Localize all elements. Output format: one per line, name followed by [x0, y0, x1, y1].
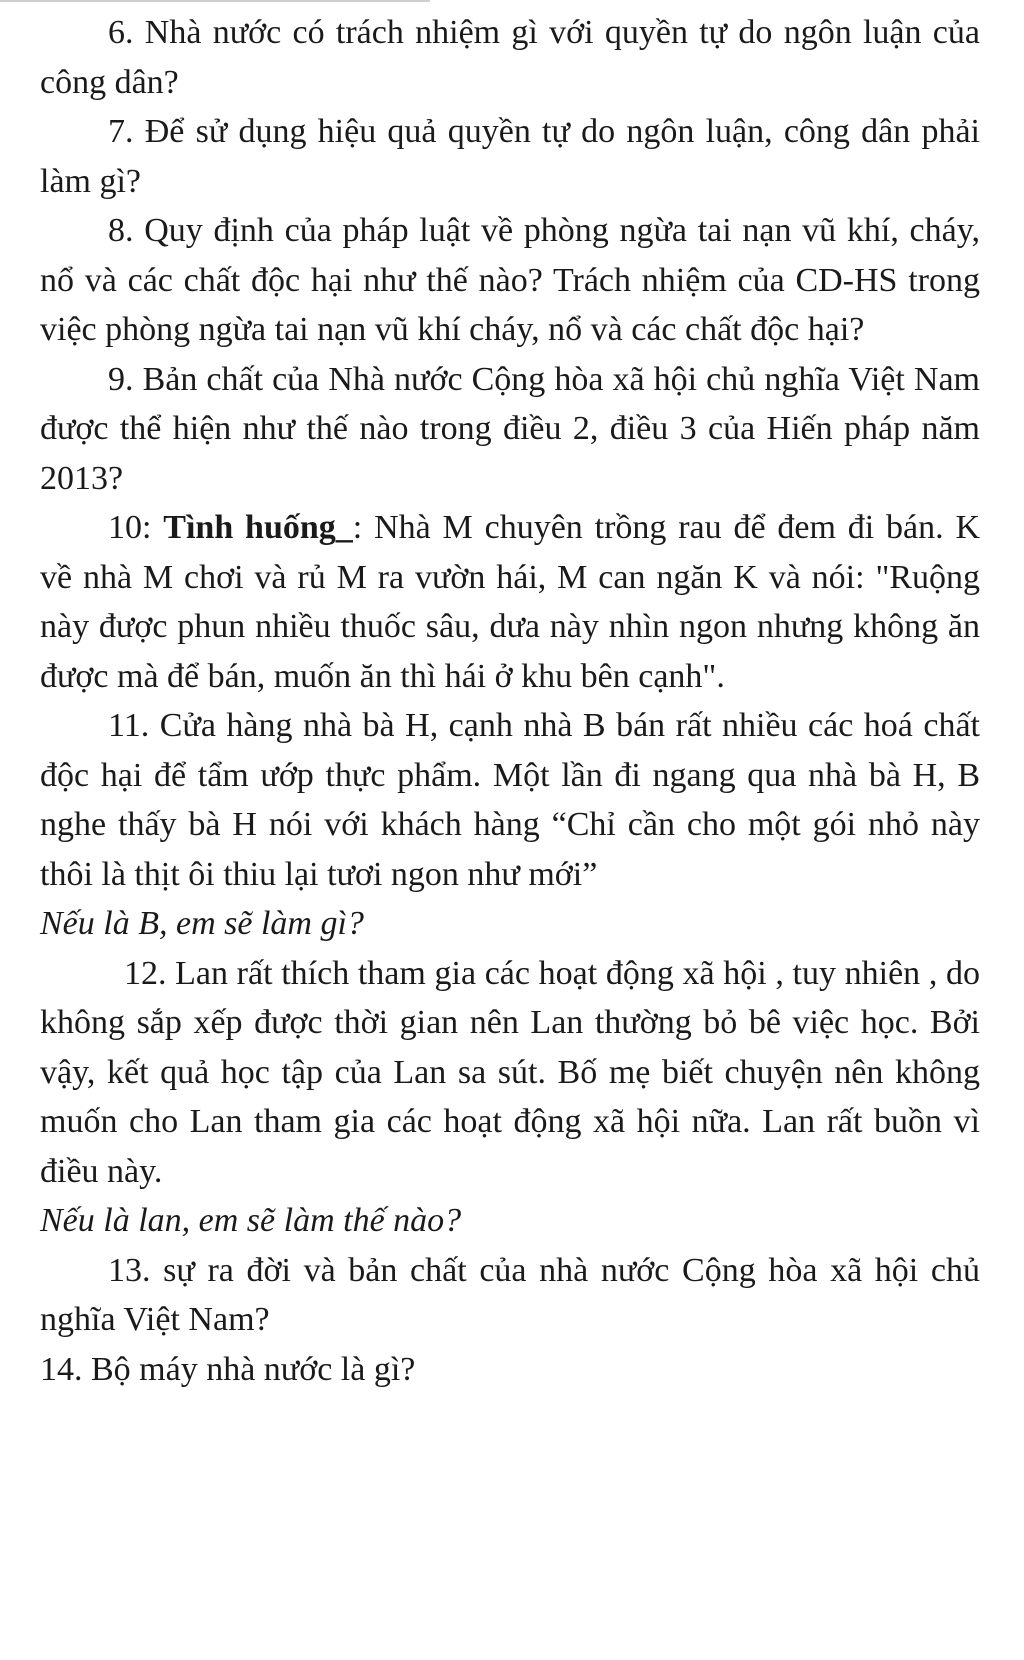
question-8: 8. Quy định của pháp luật về phòng ngừa tai nạn vũ khí, cháy, nổ và các chất độc hại như thế nào? Trách nhiệm của CD-HS trong việc phòng ngừa tai nạn vũ khí cháy, nổ và các chất độc hại?: [40, 212, 980, 348]
question-11: 11. Cửa hàng nhà bà H, cạnh nhà B bán rất nhiều các hoá chất độc hại để tẩm ướp thực phẩm. Một lần đi ngang qua nhà bà H, B nghe thấy bà H nói với khách hàng “Chỉ cần cho một gói nhỏ này thôi là thịt ôi thiu lại tươi ngon như mới”: [40, 707, 980, 893]
question-12-prompt: Nếu là lan, em sẽ làm thế nào?: [40, 1202, 462, 1239]
document-page: [40, 8, 980, 1394]
question-10-underscore: _: [335, 509, 353, 546]
question-11-prompt: Nếu là B, em sẽ làm gì?: [40, 905, 364, 942]
top-divider: [0, 0, 430, 2]
question-10-label: Tình huống_: [163, 509, 353, 546]
question-13: 13. sự ra đời và bản chất của nhà nước Cộng hòa xã hội chủ nghĩa Việt Nam?: [40, 1251, 980, 1338]
question-7: 7. Để sử dụng hiệu quả quyền tự do ngôn luận, công dân phải làm gì?: [40, 113, 980, 200]
question-14: 14. Bộ máy nhà nước là gì?: [40, 1350, 416, 1388]
question-10-text: : Nhà M chuyên trồng rau để đem đi bán. K về nhà M chơi và rủ M ra vườn hái, M can ngăn K và nói: "Ruộng này được phun nhiều thuốc sâu, dưa này nhìn ngon nhưng không ăn được mà để bán, muốn ăn thì hái ở khu bên cạnh".: [40, 509, 981, 695]
question-10-number: 10:: [108, 509, 164, 546]
question-6: 6. Nhà nước có trách nhiệm gì với quyền tự do ngôn luận của công dân?: [40, 14, 980, 101]
question-12: 12. Lan rất thích tham gia các hoạt động xã hội , tuy nhiên , do không sắp xếp được thời gian nên Lan thường bỏ bê việc học. Bởi vậy, kết quả học tập của Lan sa sút. Bố mẹ biết chuyện nên không muốn cho Lan tham gia các hoạt động xã hội nữa. Lan rất buồn vì điều này.: [40, 954, 980, 1190]
question-9: 9. Bản chất của Nhà nước Cộng hòa xã hội chủ nghĩa Việt Nam được thể hiện như thế nào trong điều 2, điều 3 của Hiến pháp năm 2013?: [40, 360, 980, 497]
question-10: [40, 503, 980, 701]
